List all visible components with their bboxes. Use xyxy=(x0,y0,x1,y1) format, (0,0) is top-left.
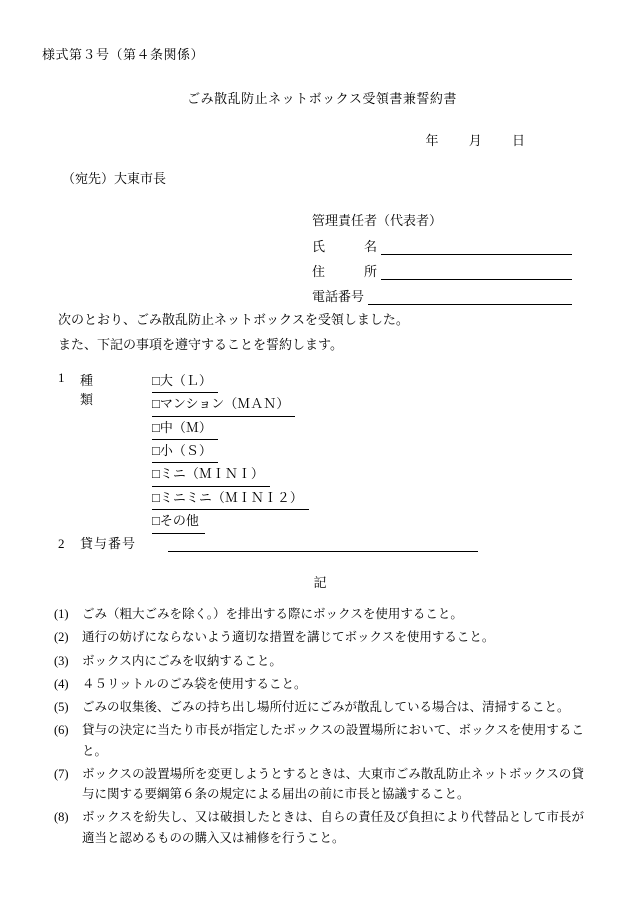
clause-number: (2) xyxy=(54,630,69,645)
intro-paragraph xyxy=(58,308,409,357)
page-title: ごみ散乱防止ネットボックス受領書兼誓約書 xyxy=(187,91,457,106)
intro-line-1: 次のとおり、ごみ散乱防止ネットボックスを受領しました。 xyxy=(58,312,409,327)
clause-number: (6) xyxy=(54,723,69,738)
intro-line-2: また、下記の事項を遵守することを誓約します。 xyxy=(58,336,343,352)
clause-number: (1) xyxy=(54,607,69,621)
type-option[interactable] xyxy=(152,440,309,463)
clause-item xyxy=(54,604,584,624)
phone-label: 電話番号 xyxy=(312,289,365,304)
type-option[interactable] xyxy=(152,370,309,393)
name-label: 氏 名 xyxy=(312,239,378,254)
type-option-label: □ミニ（ＭＩＮＩ） xyxy=(152,463,270,486)
date-line xyxy=(0,130,630,149)
responsible-party-heading: 管理責任者（代表者） xyxy=(312,213,443,228)
date-day: 日 xyxy=(512,133,526,148)
type-option[interactable] xyxy=(152,510,309,533)
section-loan-number-label: 貸与番号 xyxy=(80,536,137,551)
addressee: （宛先）大東市長 xyxy=(62,171,167,186)
type-option-list xyxy=(152,370,309,534)
clause-text: ごみの収集後、ごみの持ち出し場所付近にごみが散乱している場合は、清掃すること。 xyxy=(82,700,570,714)
date-year: 年 xyxy=(425,133,439,148)
clause-item xyxy=(54,651,584,671)
section-loan-number-num: 2 xyxy=(58,536,65,551)
type-option-label: □中（Ｍ） xyxy=(152,417,218,440)
clause-item xyxy=(54,697,584,717)
address-input-rule[interactable] xyxy=(381,264,572,280)
clause-number: (5) xyxy=(54,700,69,714)
type-option[interactable] xyxy=(152,417,309,440)
type-option-label: □大（Ｌ） xyxy=(152,370,218,393)
type-option[interactable] xyxy=(152,487,309,510)
clause-item xyxy=(54,720,584,761)
address-field-row xyxy=(312,261,572,280)
address-label: 住 所 xyxy=(312,264,378,279)
type-option-label: □その他 xyxy=(152,510,205,533)
form-number: 様式第３号（第４条関係） xyxy=(42,47,205,62)
clause-number: (4) xyxy=(54,676,69,691)
clause-item xyxy=(54,764,584,805)
clause-number: (7) xyxy=(54,766,69,781)
clause-text: 通行の妨げにならないよう適切な措置を講じてボックスを使用すること。 xyxy=(82,630,495,645)
clause-item xyxy=(54,807,584,848)
type-option-label: □小（Ｓ） xyxy=(152,440,218,463)
clause-item xyxy=(54,627,584,647)
clause-text: ボックス内にごみを収納すること。 xyxy=(82,653,282,668)
phone-input-rule[interactable] xyxy=(368,289,572,305)
name-input-rule[interactable] xyxy=(381,239,572,255)
clause-number: (3) xyxy=(54,653,69,668)
section-type-label: 種 類 xyxy=(80,373,138,407)
clause-text: ごみ（粗大ごみを除く。）を排出する際にボックスを使用すること。 xyxy=(82,607,463,621)
section-type-head xyxy=(58,370,309,534)
section-loan-number xyxy=(58,533,478,552)
section-type xyxy=(58,370,309,534)
clause-item xyxy=(54,674,584,694)
clause-text: ボックスの設置場所を変更しようとするときは、大東市ごみ散乱防止ネットボックスの貸与に関する要綱第６条の規定による届出の前に市長と協議すること。 xyxy=(82,766,584,801)
type-option[interactable] xyxy=(152,393,309,416)
clause-text: 貸与の決定に当たり市長が指定したボックスの設置場所において、ボックスを使用すること。 xyxy=(82,723,584,758)
section-type-number: 1 xyxy=(58,370,65,385)
clause-number: (8) xyxy=(54,810,69,825)
name-field-row xyxy=(312,236,572,255)
clause-text: ボックスを紛失し、又は破損したときは、自らの責任及び負担により代替品として市長が適当と認めるものの購入又は補修を行うこと。 xyxy=(82,810,584,845)
clause-text: ４５リットルのごみ袋を使用すること。 xyxy=(82,676,307,691)
responsible-party-block xyxy=(312,210,572,311)
clause-list xyxy=(54,604,584,851)
type-option-label: □マンション（ＭＡＮ） xyxy=(152,393,295,416)
type-option-label: □ミニミニ（ＭＩＮＩ２） xyxy=(152,487,309,510)
type-option[interactable] xyxy=(152,463,309,486)
loan-number-input-rule[interactable] xyxy=(168,536,478,552)
date-month: 月 xyxy=(468,133,482,148)
ki-marker: 記 xyxy=(313,575,327,590)
phone-field-row xyxy=(312,286,572,305)
